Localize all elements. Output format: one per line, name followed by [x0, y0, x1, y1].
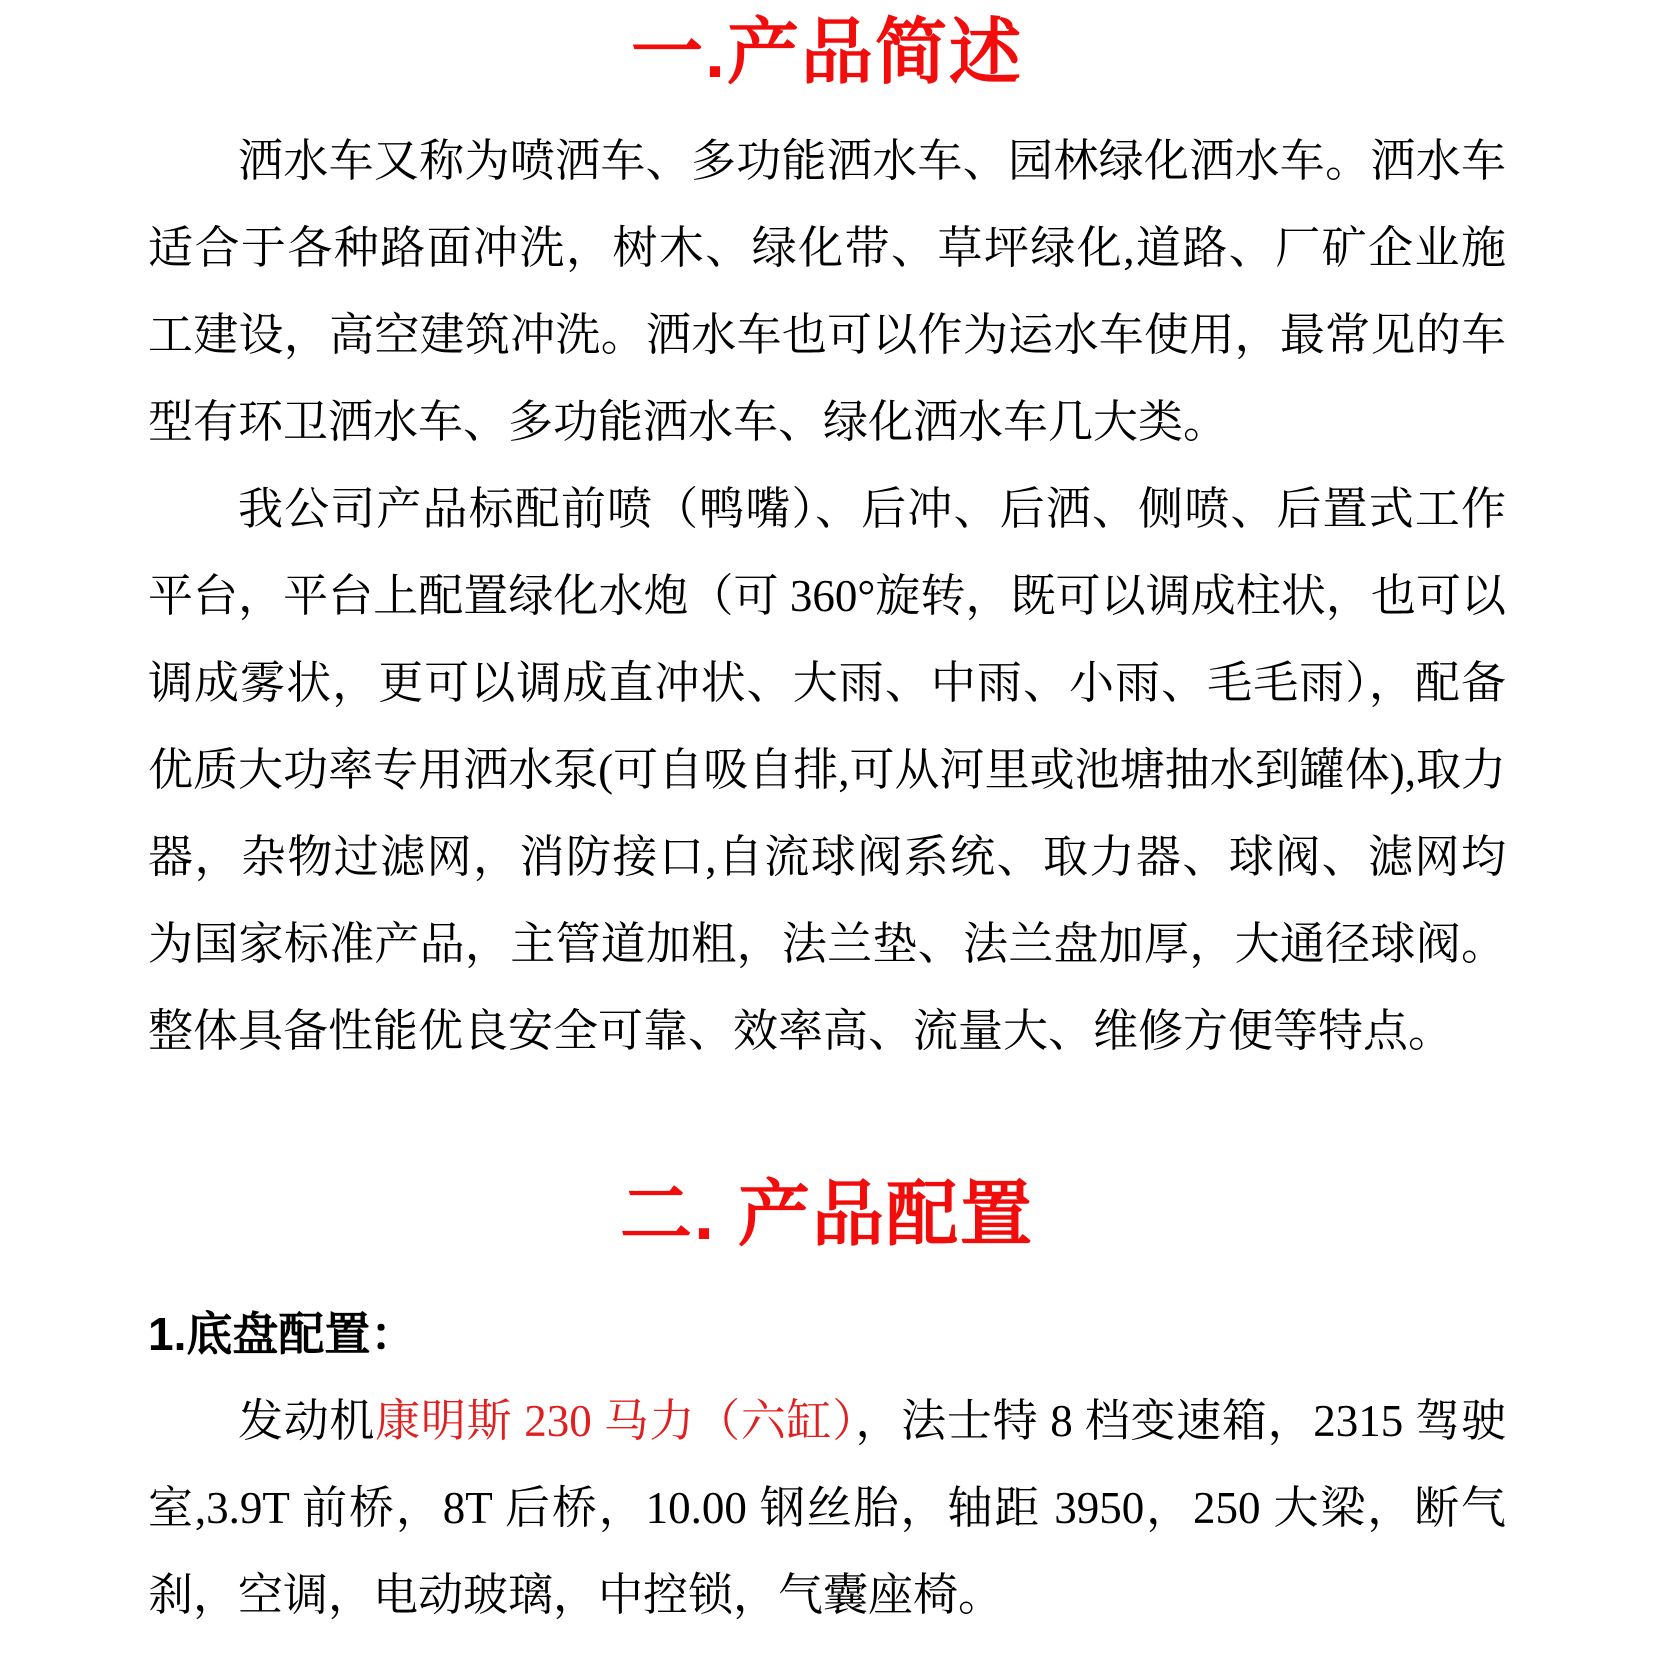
engine-spec-highlight: 康明斯 230 马力（六缸）: [375, 1396, 856, 1446]
section1-title: 一.产品简述: [630, 13, 1023, 93]
features-paragraph: 我公司产品标配前喷（鸭嘴）、后冲、后洒、侧喷、后置式工作平台，平台上配置绿化水炮（可 360°旋转，既可以调成柱状，也可以调成雾状，更可以调成直冲状、大雨、中雨、小雨、毛毛雨），配备优质大功率专用洒水泵(可自吸自排,可从河里或池塘抽水到罐体),取力器，杂物过滤网，消防接口,自流球阀系统、取力器、球阀、滤网均为国家标准产品，主管道加粗，法兰垫、法兰盘加厚，大通径球阀。整体具备性能优良安全可靠、效率高、流量大、维修方便等特点。: [148, 484, 1506, 1056]
section2-title: 二. 产品配置: [619, 1175, 1034, 1255]
chassis-config-heading: 1.底盘配置：: [148, 1308, 417, 1360]
chassis-paragraph: [148, 1378, 1506, 1639]
intro-paragraph: 洒水车又称为喷洒车、多功能洒水车、园林绿化洒水车。洒水车适合于各种路面冲洗，树木、绿化带、草坪绿化,道路、厂矿企业施工建设，高空建筑冲洗。洒水车也可以作为运水车使用，最常见的车型有环卫洒水车、多功能洒水车、绿化洒水车几大类。: [148, 136, 1506, 447]
chassis-text-prefix: 发动机: [238, 1396, 376, 1446]
chassis-text-rest: ，法士特 8 档变速箱，2315 驾驶室,3.9T 前桥，8T 后桥，10.00 钢丝胎，轴距 3950，250 大梁，断气刹，空调，电动玻璃，中控锁，气囊座椅。: [148, 1396, 1506, 1620]
